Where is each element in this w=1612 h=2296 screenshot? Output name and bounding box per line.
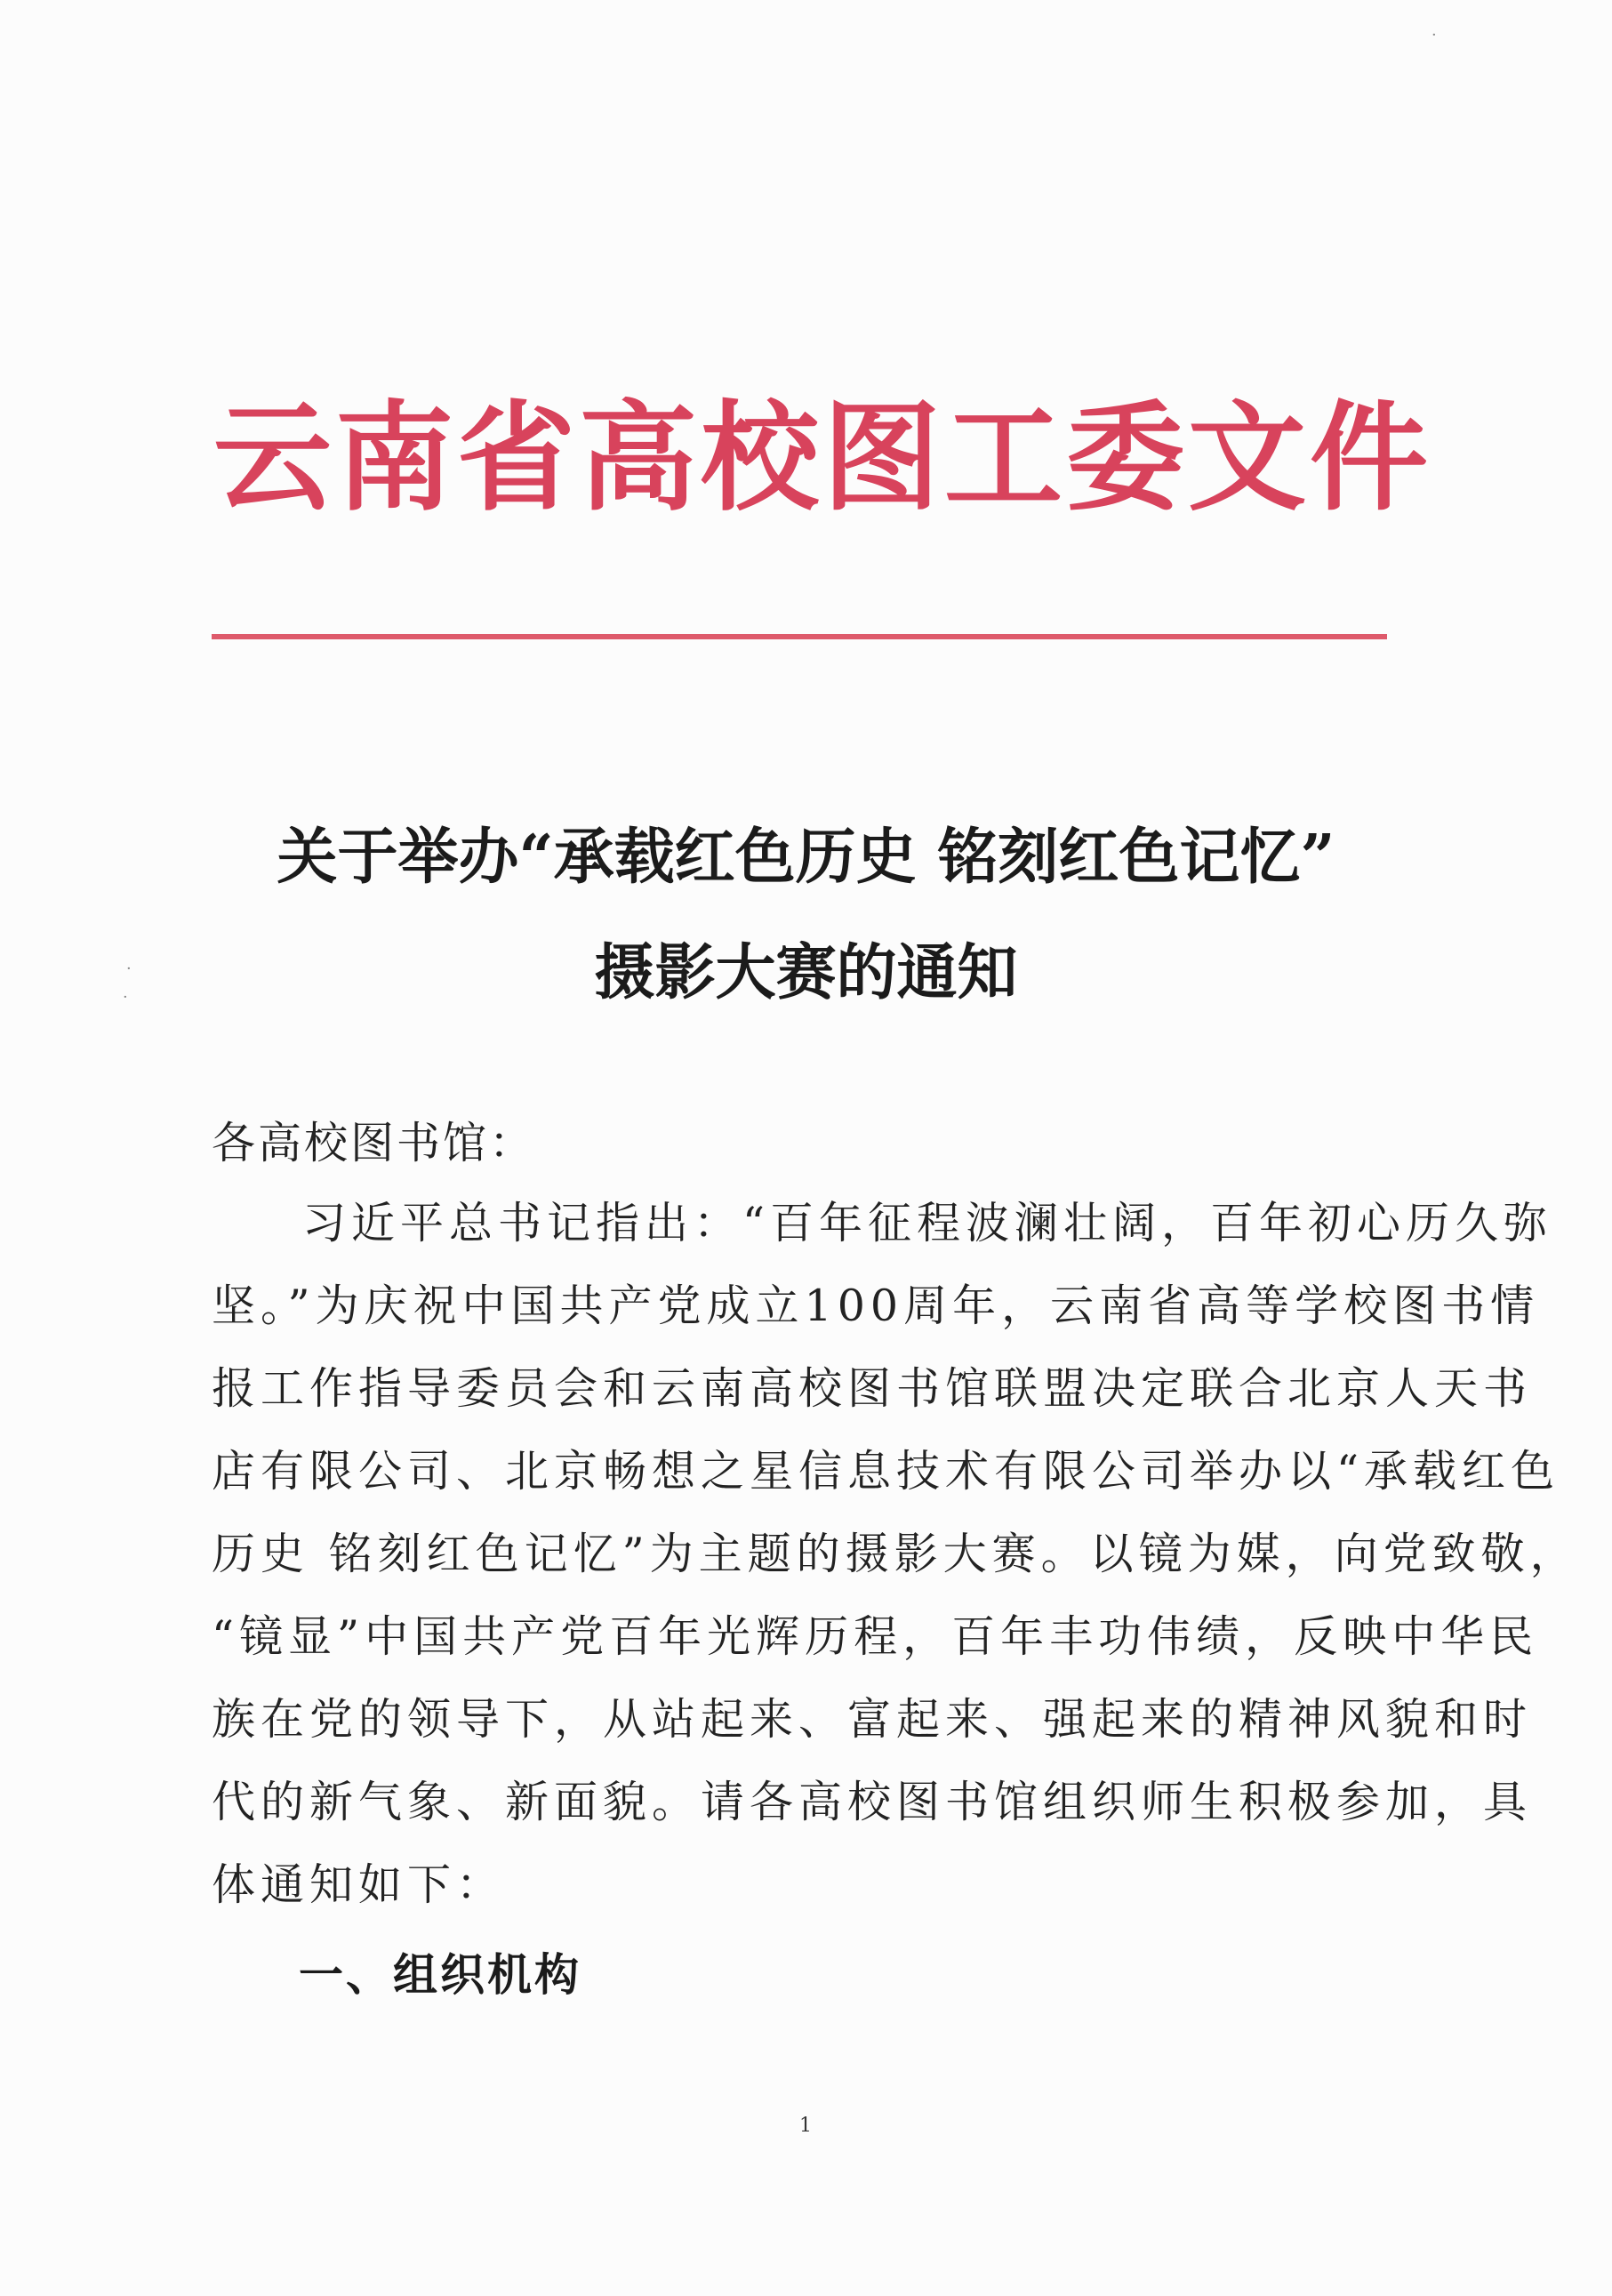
scan-speck: · bbox=[1432, 26, 1437, 44]
document-title-line-1: 关于举办“承载红色历史 铭刻红色记忆” bbox=[277, 822, 1335, 893]
body-line: 报工作指导委员会和云南高校图书馆联盟决定联合北京人天书 bbox=[212, 1363, 1533, 1414]
document-title-line-2: 摄影大赛的通知 bbox=[594, 937, 1018, 1008]
page-number: 1 bbox=[799, 2115, 812, 2137]
body-line: 代的新气象、新面貌。请各高校图书馆组织师生积极参加，具 bbox=[212, 1777, 1533, 1827]
salutation: 各高校图书馆： bbox=[212, 1118, 536, 1168]
scan-speck: · bbox=[126, 959, 132, 978]
body-line: 历史 铭刻红色记忆”为主题的摄影大赛。以镜为媒，向党致敬， bbox=[212, 1529, 1579, 1579]
body-line: 坚。”为庆祝中国共产党成立100周年，云南省高等学校图书情 bbox=[212, 1280, 1540, 1331]
body-line: 族在党的领导下，从站起来、富起来、强起来的精神风貌和时 bbox=[212, 1694, 1533, 1745]
body-line: 店有限公司、北京畅想之星信息技术有限公司举办以“承载红色 bbox=[212, 1446, 1560, 1497]
section-heading: 一、组织机构 bbox=[299, 1948, 581, 2001]
letterhead-title: 云南省高校图工委文件 bbox=[213, 389, 1432, 527]
letterhead-red-rule bbox=[212, 634, 1387, 639]
body-line: 体通知如下： bbox=[212, 1859, 506, 1910]
body-line: 习近平总书记指出：“百年征程波澜壮阔，百年初心历久弥 bbox=[302, 1198, 1553, 1248]
scan-speck: · bbox=[123, 988, 128, 1007]
body-line: “镜显”中国共产党百年光辉历程，百年丰功伟绩，反映中华民 bbox=[212, 1611, 1539, 1662]
